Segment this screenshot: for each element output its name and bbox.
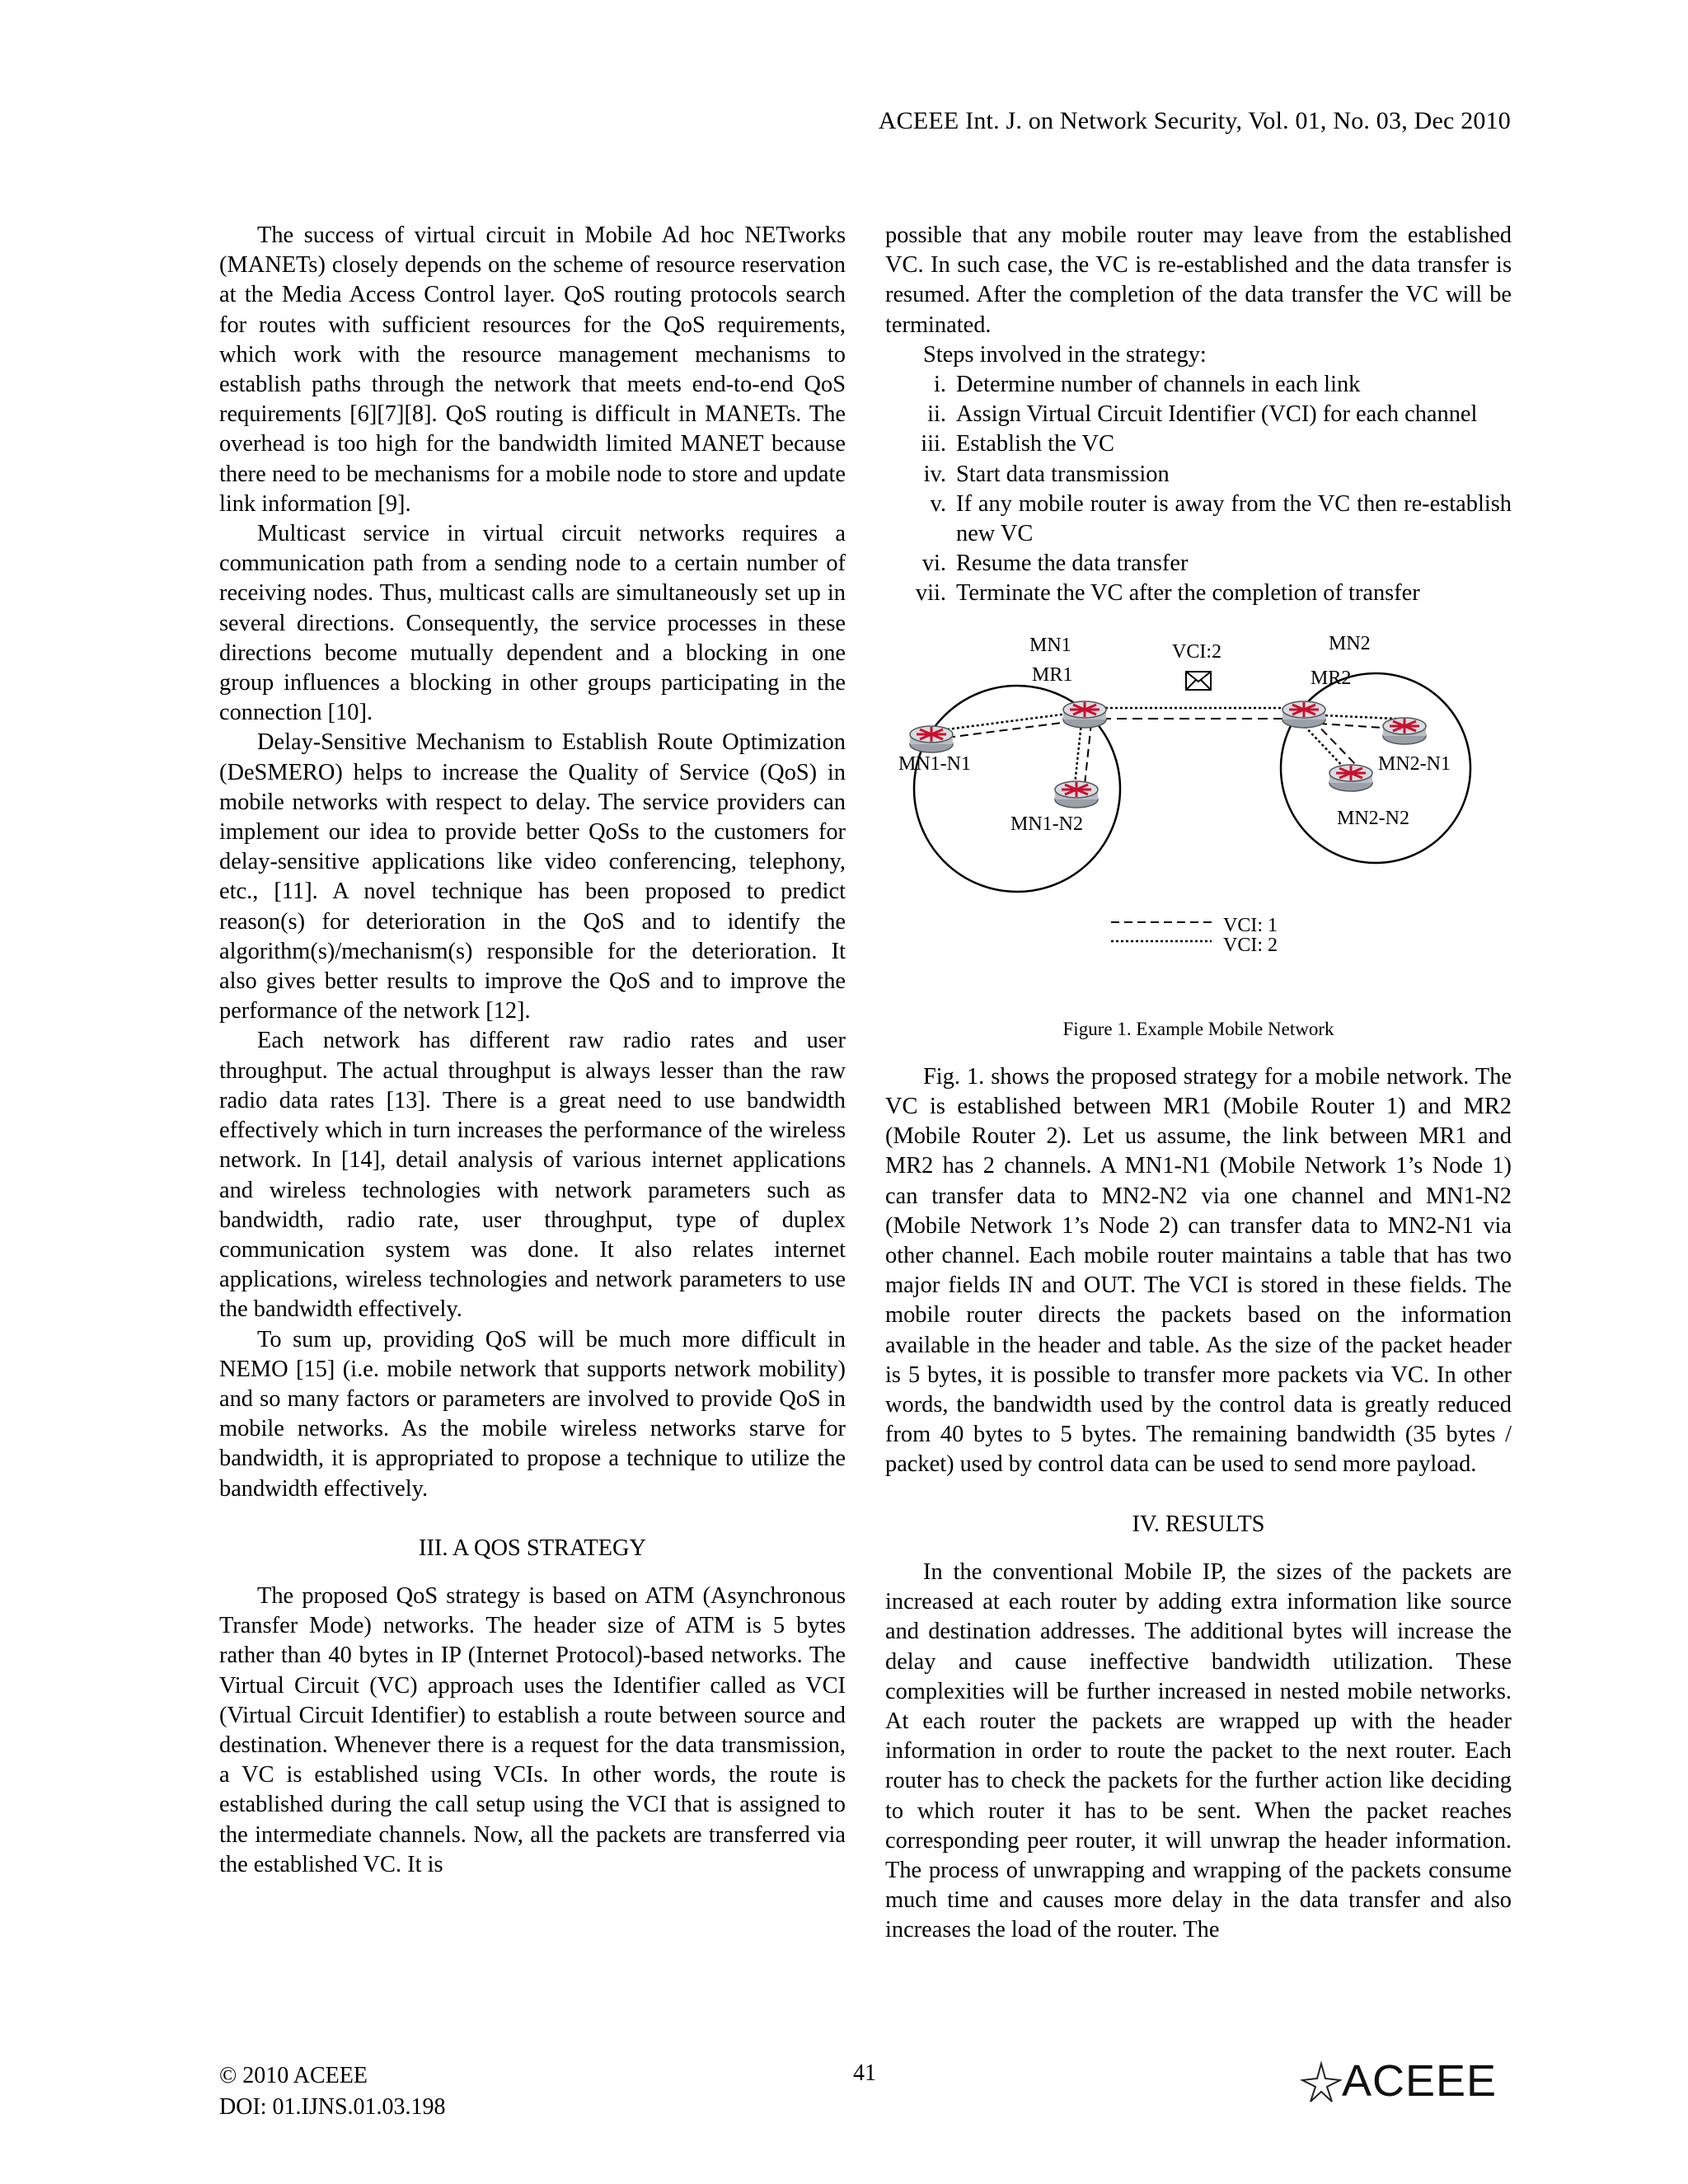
aceee-logo	[1301, 2055, 1515, 2105]
legend-vci1-label: VCI: 1	[1223, 914, 1278, 936]
paragraph: The success of virtual circuit in Mobile Ad hoc NETworks (MANETs) closely depends on the scheme of resource reservation at the Media Access Control layer. QoS routing protocols search for routes with sufficient resources for the QoS requirements, which work with the resource management mechanisms to establish paths through the network that meets end-to-end QoS requirements [6][7][8]. QoS routing is difficult in MANETs. The overhead is too high for the bandwidth limited MANET because there need to be mechanisms for a mobile node to store and update link information [9].	[219, 223, 846, 517]
step-text: Determine number of channels in each link	[956, 372, 1361, 398]
envelope-icon	[1186, 672, 1211, 690]
paragraph: Delay-Sensitive Mechanism to Establish Route Optimization (DeSMERO) helps to increase the Quality of Service (QoS) in mobile networks with respect to delay. The service providers can implement our idea to provide better QoSs to the customers for delay-sensitive applications like video conferencing, telephony, etc., [11]. A novel technique has been proposed to predict reason(s) for deterioration in the QoS and to identify the algorithm(s)/mechanism(s) responsible for the deterioration. It also gives better results to improve the QoS and to improve the performance of the network [12].	[219, 729, 846, 1024]
vci2-label: VCI:2	[1172, 640, 1221, 663]
mn2-n1-label: MN2-N1	[1378, 752, 1451, 775]
paragraph: To sum up, providing QoS will be much more difficult in NEMO [15] (i.e. mobile network that supports network mobility) and so many factors or parameters are involved to provide QoS in mobile networks. As the mobile wireless networks starve for bandwidth, it is appropriated to propose a technique to utilize the bandwidth effectively.	[219, 1326, 846, 1502]
network-diagram	[885, 624, 1512, 1011]
list-item	[885, 490, 1512, 549]
logo-text: ACEEE	[1342, 2056, 1498, 2106]
paragraph: Each network has different raw radio rates and user throughput. The actual throughput is always lesser than the raw radio data rates [13]. There is a great need to use bandwidth effectively which in turn increases the performance of the wireless network. In [14], detail analysis of various internet applications and wireless technologies with network parameters such as bandwidth, radio rate, user throughput, type of duplex communication system was done. It also relates internet applications, wireless technologies and network parameters to use the bandwidth effectively.	[219, 1028, 846, 1323]
list-item	[885, 549, 1512, 579]
paragraph: The proposed QoS strategy is based on ATM (Asynchronous Transfer Mode) networks. The header size of ATM is 5 bytes rather than 40 bytes in IP (Internet Protocol)-based networks. The Virtual Circuit (VC) approach uses the Identifier called as VCI (Virtual Circuit Identifier) to establish a route between source and destination. Whenever there is a request for the data transmission, a VC is established using VCIs. In other words, the route is established during the call setup using the VCI that is assigned to the intermediate channels. Now, all the packets are transferred via the established VC. It is	[219, 1582, 846, 1877]
step-number: vii.	[915, 580, 946, 607]
step-text: Terminate the VC after the completion of transfer	[956, 580, 1420, 607]
list-item	[885, 400, 1512, 429]
mr2-label: MR2	[1311, 667, 1352, 689]
step-number: vi.	[921, 551, 946, 577]
step-text: Start data transmission	[956, 461, 1170, 487]
steps-intro: Steps involved in the strategy:	[923, 341, 1207, 368]
paragraph: possible that any mobile router may leave from the established VC. In such case, the VC is re-established and the data transfer is resumed. After the completion of the data transfer the VC will be terminated.	[885, 223, 1512, 338]
step-text: If any mobile router is away from the VC then re-establish new VC	[956, 490, 1512, 547]
section-title: III. A QOS STRATEGY	[418, 1535, 647, 1561]
mn2-n1-router-icon	[1383, 718, 1426, 744]
list-item	[885, 460, 1512, 490]
legend-vci2-label: VCI: 2	[1223, 934, 1278, 956]
mn2-n2-label: MN2-N2	[1337, 807, 1409, 829]
mn2-n2-router-icon	[1329, 765, 1372, 791]
figure-caption: Figure 1. Example Mobile Network	[1062, 1018, 1334, 1039]
journal-header: ACEEE Int. J. on Network Security, Vol. 01, No. 03, Dec 2010	[878, 107, 1511, 134]
right-column	[885, 221, 1512, 1946]
mn1-label: MN1	[1029, 634, 1071, 656]
step-text: Establish the VC	[956, 431, 1114, 457]
steps-list	[885, 370, 1512, 609]
paragraph: Multicast service in virtual circuit networks requires a communication path from a sending node to a certain number of receiving nodes. Thus, multicast calls are simultaneously set up in several directions. Consequently, the service processes in these directions become mutually dependent and a blocking in one group influences a blocking in other groups participating in the connection [10].	[219, 521, 846, 726]
list-item	[885, 579, 1512, 608]
step-number: iii.	[921, 431, 946, 457]
step-number: i.	[934, 372, 946, 398]
copyright: © 2010 ACEEE	[219, 2063, 368, 2088]
step-text: Assign Virtual Circuit Identifier (VCI) for each channel	[956, 401, 1478, 428]
mn1-n2-router-icon	[1055, 781, 1098, 808]
mr2-router-icon	[1282, 701, 1325, 728]
doi: DOI: 01.IJNS.01.03.198	[219, 2094, 446, 2120]
page-number: 41	[853, 2060, 876, 2086]
section-title: IV. RESULTS	[1132, 1511, 1265, 1537]
mn2-label: MN2	[1329, 632, 1371, 654]
step-number: ii.	[927, 401, 946, 428]
list-item	[885, 429, 1512, 459]
mn1-n1-label: MN1-N1	[898, 752, 971, 775]
list-item	[885, 370, 1512, 400]
step-number: v.	[930, 490, 946, 517]
paragraph: Fig. 1. shows the proposed strategy for a mobile network. The VC is established between MR1 (Mobile Router 1) and MR2 (Mobile Router 2). Let us assume, the link between MR1 and MR2 has 2 channels. A MN1-N1 (Mobile Network 1’s Node 1) can transfer data to MN2-N2 via one channel and MN1-N2 (Mobile Network 1’s Node 2) can transfer data to MN2-N1 via other channel. Each mobile router maintains a table that has two major fields IN and OUT. The VCI is stored in these fields. The mobile router directs the packets based on the information available in the header and table. As the size of the packet header is 5 bytes, it is possible to transfer more packets via VC. In other words, the bandwidth used by the control data is greatly reduced from 40 bytes to 5 bytes. The remaining bandwidth (35 bytes / packet) used by control data can be used to send more payload.	[885, 1063, 1512, 1478]
footer-left	[219, 2060, 446, 2123]
mr1-router-icon	[1063, 701, 1106, 728]
step-text: Resume the data transfer	[956, 551, 1189, 577]
mr1-label: MR1	[1032, 663, 1073, 686]
step-number: iv.	[923, 461, 946, 487]
paragraph: In the conventional Mobile IP, the sizes of the packets are increased at each router by adding extra information like source and destination addresses. The additional bytes will increase the delay and cause ineffective bandwidth utilization. These complexities will be further increased in nested mobile networks. At each router the packets are wrapped up with the header information in order to route the packet to the next router. Each router has to check the packets for the further action like deciding to which router it has to be sent. When the packet reaches corresponding peer router, it will unwrap the header information. The process of unwrapping and wrapping of the packets consume much time and causes more delay in the data transfer and also increases the load of the router. The	[885, 1558, 1512, 1943]
left-column	[219, 221, 846, 1880]
mn1-n2-label: MN1-N2	[1010, 813, 1083, 835]
network-figure	[885, 624, 1512, 1011]
star-icon	[1301, 2057, 1342, 2107]
